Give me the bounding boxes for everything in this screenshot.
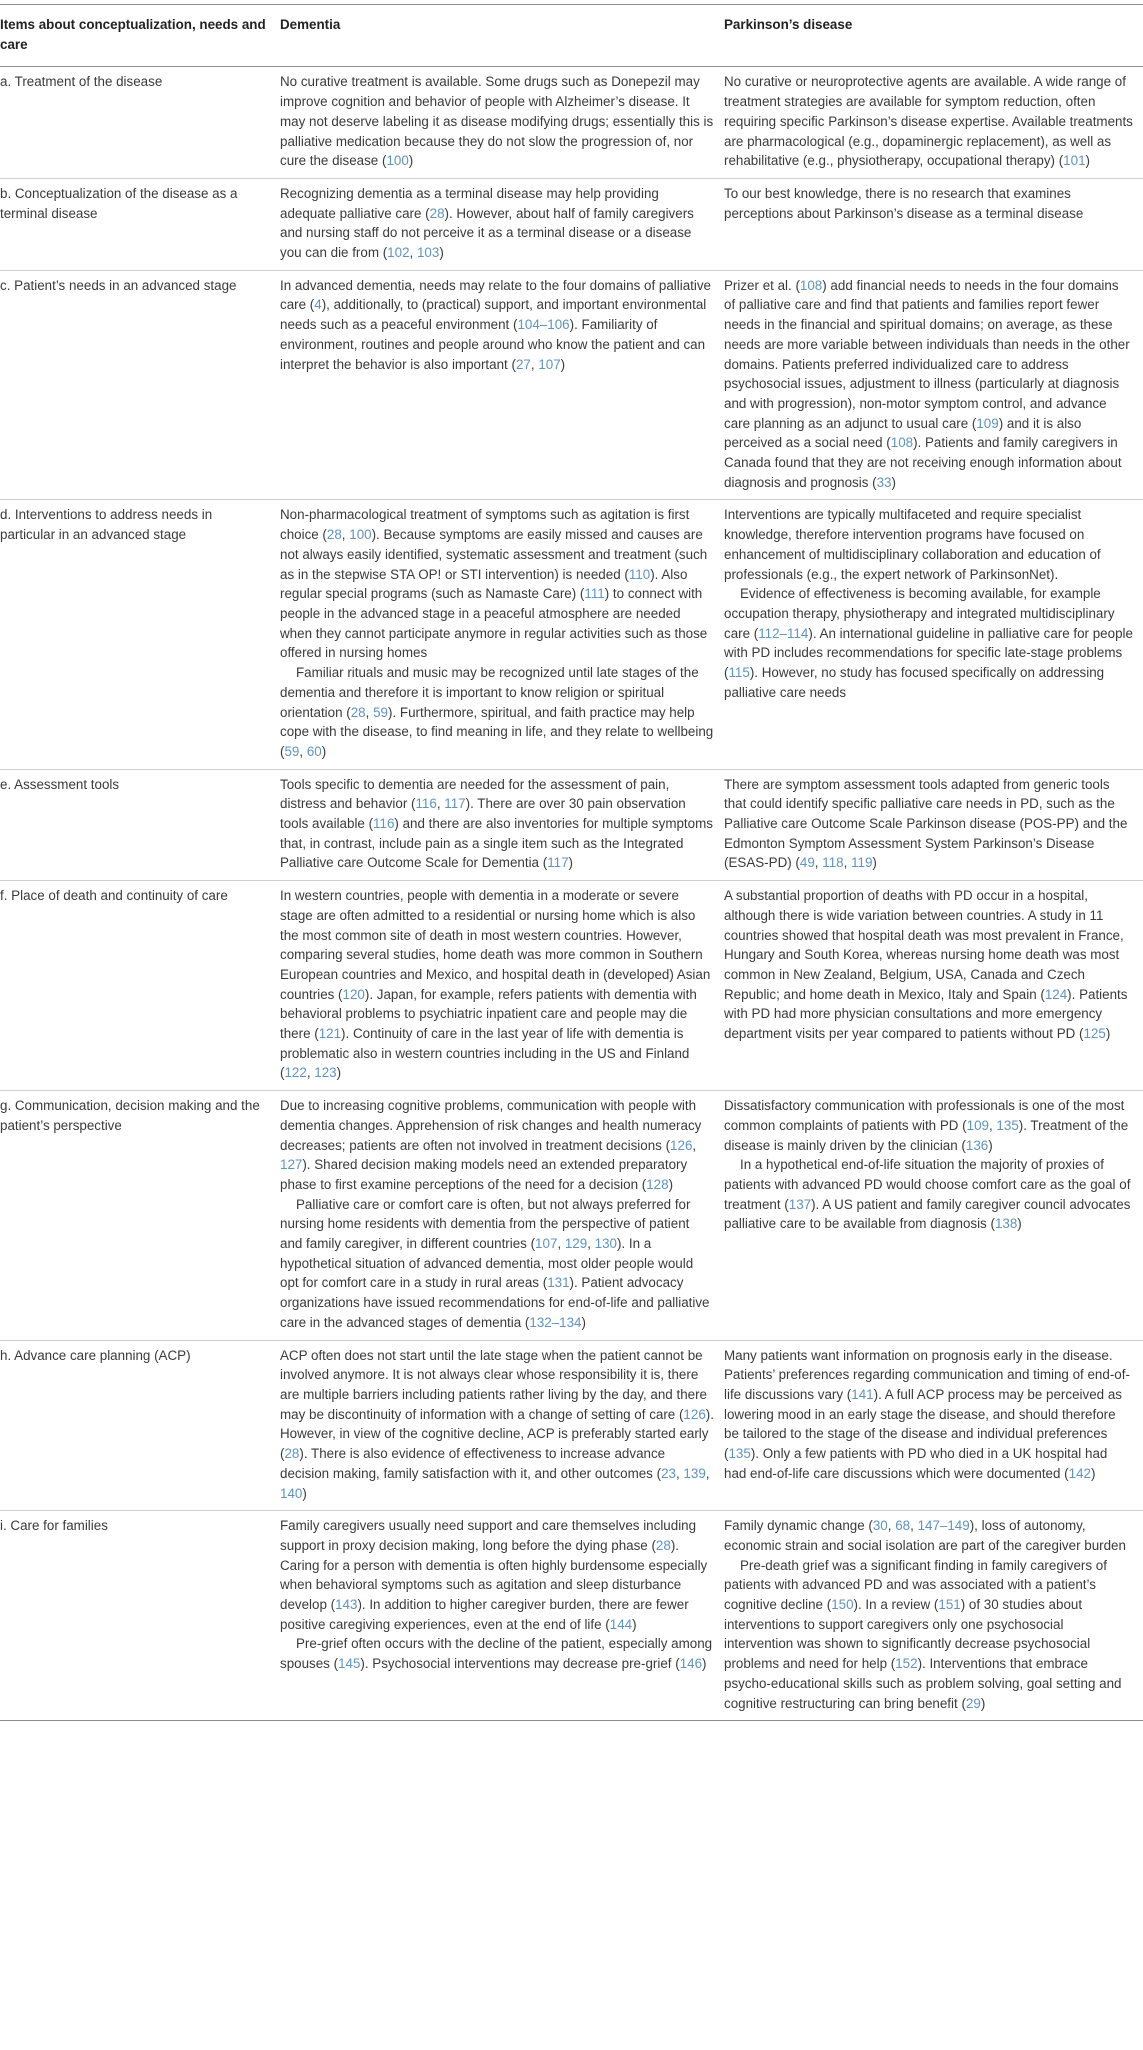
citation-link[interactable]: 4	[314, 297, 322, 313]
item-cell: d. Interventions to address needs in particular in an advanced stage	[0, 500, 280, 769]
cell-text: ). Continuity of care in the last year of life with dementia is problematic also in western countries including in the US and Finland (	[280, 1026, 690, 1081]
citation-link[interactable]: 132–134	[529, 1314, 582, 1330]
parkinsons-cell	[724, 178, 1143, 270]
citation-link[interactable]: 117	[444, 796, 466, 812]
citation-link[interactable]: 122	[284, 1065, 307, 1081]
citation-link[interactable]: 28	[326, 527, 342, 543]
dementia-cell	[280, 769, 724, 881]
cell-paragraph	[724, 584, 1133, 702]
cell-paragraph	[724, 775, 1133, 874]
citation-link[interactable]: 115	[728, 665, 750, 681]
citation-link[interactable]: 104–106	[517, 317, 570, 333]
comparison-table	[0, 4, 1143, 1721]
table-header	[0, 5, 1143, 67]
cell-text: )	[408, 153, 414, 169]
cell-text: Pre-grief often occurs with the decline of the patient, especially among spouses (	[280, 1636, 713, 1672]
citation-link[interactable]: 60	[306, 743, 322, 759]
cell-text: )	[668, 1176, 674, 1192]
cell-paragraph	[724, 1516, 1133, 1555]
citation-link[interactable]: 128	[646, 1176, 669, 1192]
cell-text: ), loss of autonomy, economic strain and social isolation are part of the caregiver burden	[724, 1518, 1126, 1553]
cell-text: ). However, no study has focused specifically on addressing palliative care needs	[724, 665, 1105, 700]
cell-text: To our best knowledge, there is no research that examines perceptions about Parkinson’s disease as a terminal disease	[724, 185, 1084, 221]
table-row	[0, 1511, 1143, 1721]
cell-text: Evidence of effectiveness is becoming available, for example occupation therapy, physiotherapy and integrated multidisciplinary care (	[724, 586, 1115, 641]
cell-text: ,	[814, 855, 823, 871]
citation-link[interactable]: 101	[1063, 153, 1086, 169]
item-cell: a. Treatment of the disease	[0, 67, 280, 179]
cell-paragraph	[724, 72, 1133, 171]
dementia-cell	[280, 67, 724, 179]
cell-text: Family dynamic change (	[724, 1518, 873, 1534]
header-dementia: Dementia	[280, 5, 724, 67]
cell-text: ,	[365, 704, 374, 720]
item-cell: e. Assessment tools	[0, 769, 280, 881]
cell-paragraph	[280, 1195, 714, 1333]
cell-text: In western countries, people with dementia in a moderate or severe stage are often admitted to a residential or nursing home which is also the most common site of death in most western countries. However, comparing several studies, home death was more common in Southern European countries and Mexico, and hospital death in (developed) Asian countries (	[280, 888, 711, 1002]
dementia-cell	[280, 178, 724, 270]
citation-link[interactable]: 68	[895, 1518, 911, 1534]
cell-paragraph	[280, 775, 714, 874]
cell-text: ,	[692, 1137, 697, 1153]
cell-text: ). However, in view of the cognitive decline, ACP is preferably started early (	[280, 1406, 714, 1462]
cell-text: ) and it is also perceived as a social need (	[724, 415, 1082, 451]
citation-link[interactable]: 145	[338, 1656, 361, 1672]
cell-text: No curative treatment is available. Some drugs such as Donepezil may improve cognition and behavior of people with Alzheimer’s disease. It may not deserve labeling it as disease modifying drugs; essentially this is palliative medication because they do not slow the progression of, nor cure the disease (	[280, 74, 714, 169]
cell-paragraph	[280, 663, 714, 762]
citation-link[interactable]: 121	[318, 1026, 342, 1042]
item-cell: c. Patient’s needs in an advanced stage	[0, 270, 280, 500]
citation-link[interactable]: 111	[584, 586, 605, 602]
parkinsons-cell	[724, 500, 1143, 769]
cell-text: ) and there are also inventories for multiple symptoms that, in contrast, include pain as a single item such as the Integrated Palliative care Outcome Scale for Dementia (	[280, 816, 713, 871]
citation-link[interactable]: 117	[547, 855, 569, 871]
citation-link[interactable]: 108	[799, 277, 823, 293]
item-cell: b. Conceptualization of the disease as a terminal disease	[0, 178, 280, 270]
cell-text: ,	[587, 1236, 595, 1252]
parkinsons-cell	[724, 769, 1143, 881]
citation-link[interactable]: 107	[538, 356, 561, 372]
cell-text: ) add financial needs to needs in the four domains of palliative care and find that patients and families report fewer needs in the financial and spiritual domains; on average, as these needs are more variable between individuals than needs in the other domains. Patients preferred individualized care to address psychosocial issues, adjustment to illness (particularly at diagnosis and with progression), non-motor symptom control, and advance care planning as an adjunct to usual care (	[724, 277, 1130, 431]
citation-link[interactable]: 120	[342, 986, 365, 1002]
cell-text: ). In addition to higher caregiver burden, there are fewer positive caregiving experiences, even at the end of life (	[280, 1597, 689, 1632]
cell-text: )	[702, 1656, 707, 1672]
citation-link[interactable]: 143	[335, 1597, 358, 1613]
cell-text: Prizer et al. (	[724, 277, 800, 293]
cell-paragraph	[280, 1346, 714, 1504]
cell-text: ,	[409, 245, 417, 261]
item-cell: h. Advance care planning (ACP)	[0, 1340, 280, 1511]
cell-text: Recognizing dementia as a terminal disease may help providing adequate palliative care (	[280, 185, 659, 221]
cell-text: Interventions are typically multifaceted and require specialist knowledge, therefore intervention programs have focused on enhancement of multidisciplinary collaboration and education of professionals (e.g., the expert network of ParkinsonNet).	[724, 507, 1101, 582]
citation-link[interactable]: 28	[429, 205, 445, 221]
cell-text: ,	[341, 527, 350, 543]
cell-text: Palliative care or comfort care is often, but not always preferred for nursing home residents with dementia from the perspective of patient and family caregiver, in different countries (	[280, 1196, 691, 1252]
cell-text: ,	[843, 855, 852, 871]
cell-text: ,	[530, 356, 539, 372]
item-cell: i. Care for families	[0, 1511, 280, 1721]
citation-link[interactable]: 100	[386, 153, 409, 169]
header-parkinsons: Parkinson’s disease	[724, 5, 1143, 67]
cell-text: )	[439, 245, 444, 261]
cell-text: ). However, about half of family caregivers and nursing staff do not perceive it as a terminal disease or a disease you can die from (	[280, 205, 694, 261]
cell-text: ). An international guideline in palliative care for people with PD includes recommendations for specific late-stage problems (	[724, 625, 1133, 681]
citation-link[interactable]: 152	[895, 1656, 918, 1672]
citation-link[interactable]: 116	[415, 796, 437, 812]
cell-paragraph	[280, 72, 714, 171]
cell-paragraph	[724, 1155, 1133, 1234]
cell-paragraph	[280, 886, 714, 1083]
citation-link[interactable]: 126	[670, 1137, 693, 1153]
cell-text: ,	[988, 1117, 997, 1133]
cell-text: ) to connect with people in the advanced stage in a peaceful atmosphere are needed when they cannot participate anymore in regular activities such as those offered in nursing homes	[280, 586, 708, 661]
citation-link[interactable]: 137	[788, 1196, 812, 1212]
dementia-cell	[280, 500, 724, 769]
cell-text: ,	[705, 1465, 710, 1481]
cell-text: There are symptom assessment tools adapted from generic tools that could identify specific palliative care needs in PD, such as the Palliative care Outcome Scale Parkinson disease (POS-PP) and the Edmonton Symptom Assessment System Parkinson’s Disease (ESAS-PD) (	[724, 776, 1128, 871]
cell-text: ). Because symptoms are easily missed and causes are not always easily identified, systematic assessment and treatment (such as in the stepwise STA OP! or STI intervention) is needed (	[280, 527, 708, 582]
citation-link[interactable]: 118	[822, 855, 844, 871]
citation-link[interactable]: 142	[1068, 1465, 1091, 1481]
parkinsons-cell	[724, 881, 1143, 1091]
cell-text: )	[560, 356, 566, 372]
cell-text: ). Japan, for example, refers patients with dementia with behavioral problems to psychiatric inpatient care and people may die there (	[280, 986, 697, 1042]
table-row	[0, 500, 1143, 769]
citation-link[interactable]: 28	[655, 1537, 671, 1553]
cell-text: In advanced dementia, needs may relate to the four domains of palliative care (	[280, 277, 711, 313]
cell-text: ). Treatment of the disease is mainly driven by the clinician (	[724, 1117, 1129, 1153]
citation-link[interactable]: 28	[350, 704, 366, 720]
cell-text: Dissatisfactory communication with professionals is one of the most common complaints of patients with PD (	[724, 1098, 1125, 1133]
citation-link[interactable]: 59	[373, 704, 388, 720]
cell-text: )	[321, 743, 327, 759]
cell-text: A substantial proportion of deaths with PD occur in a hospital, although there is wide variation between countries. A study in 11 countries showed that hospital death was most prevalent in France, Hungary and South Korea, whereas nursing home death was most common in New Zealand, Belgium, USA, Canada and Czech Republic; and home death in Mexico, Italy and Spain (	[724, 888, 1124, 1002]
citation-link[interactable]: 59	[284, 743, 300, 759]
cell-text: ). Familiarity of environment, routines and people around who know the patient and can interpret the behavior is also important (	[280, 317, 706, 372]
cell-text: ). A US patient and family caregiver council advocates palliative care to be available from diagnosis (	[724, 1196, 1131, 1232]
citation-link[interactable]: 108	[890, 435, 914, 451]
cell-text: ). In a hypothetical situation of advanced dementia, most older people would opt for comfort care in a study in rural areas (	[280, 1236, 694, 1291]
citation-link[interactable]: 123	[314, 1065, 337, 1081]
citation-link[interactable]: 33	[876, 474, 892, 490]
parkinsons-cell	[724, 270, 1143, 500]
cell-text: )	[1090, 1465, 1096, 1481]
citation-link[interactable]: 146	[679, 1656, 703, 1672]
cell-paragraph	[280, 184, 714, 263]
cell-text: ). Interventions that embrace psycho-educational skills such as problem solving, goal setting and cognitive restructuring can bring benefit (	[724, 1656, 1122, 1711]
cell-text: Pre-death grief was a significant finding in family caregivers of patients with advanced PD and was associated with a patient’s cognitive decline (	[724, 1557, 1107, 1613]
cell-text: ,	[306, 1065, 315, 1081]
cell-text: Familiar rituals and music may be recognized until late stages of the dementia and therefore it is important to know religion or spiritual orientation (	[280, 665, 699, 720]
cell-text: ,	[910, 1518, 918, 1534]
citation-link[interactable]: 136	[965, 1137, 989, 1153]
table-row	[0, 178, 1143, 270]
citation-link[interactable]: 103	[416, 245, 440, 261]
citation-link[interactable]: 139	[683, 1465, 706, 1481]
cell-paragraph	[280, 276, 714, 375]
cell-text: ) of 30 studies about interventions to support caregivers only one psychosocial intervention was shown to significantly decrease psychosocial problems and need for help (	[724, 1597, 1091, 1672]
parkinsons-cell	[724, 67, 1143, 179]
cell-text: )	[1105, 1026, 1111, 1042]
cell-text: )	[891, 474, 896, 490]
header-row	[0, 5, 1143, 67]
cell-text: ,	[299, 743, 307, 759]
cell-text: ). In a review (	[853, 1597, 939, 1613]
dementia-cell	[280, 1091, 724, 1340]
cell-paragraph	[724, 276, 1133, 493]
cell-text: Family caregivers usually need support and care themselves including support in proxy decision making, long before the dying phase (	[280, 1518, 697, 1553]
citation-link[interactable]: 127	[280, 1157, 303, 1173]
item-cell: f. Place of death and continuity of care	[0, 881, 280, 1091]
citation-link[interactable]: 129	[564, 1236, 588, 1252]
table-body	[0, 67, 1143, 1721]
cell-text: )	[1085, 153, 1090, 169]
citation-link[interactable]: 29	[965, 1695, 981, 1711]
cell-paragraph	[280, 505, 714, 663]
cell-text: ). A full ACP process may be perceived as lowering mood in an early stage the disease, and should therefore be tailored to the stage of the disease and individual preferences (	[724, 1387, 1122, 1462]
parkinsons-cell	[724, 1091, 1143, 1340]
parkinsons-cell	[724, 1340, 1143, 1511]
cell-text: Non-pharmacological treatment of symptoms such as agitation is first choice (	[280, 507, 690, 543]
cell-text: ). Psychosocial interventions may decrease pre-grief (	[360, 1656, 680, 1672]
cell-text: ), additionally, to (practical) support, and important environmental needs such as a peaceful environment (	[280, 297, 707, 333]
cell-text: ,	[557, 1236, 565, 1252]
dementia-cell	[280, 1340, 724, 1511]
citation-link[interactable]: 102	[387, 245, 410, 261]
citation-link[interactable]: 125	[1083, 1026, 1106, 1042]
citation-link[interactable]: 30	[872, 1518, 888, 1534]
citation-link[interactable]: 147–149	[917, 1518, 970, 1534]
cell-text: )	[980, 1695, 986, 1711]
citation-link[interactable]: 138	[994, 1216, 1018, 1232]
table-row	[0, 769, 1143, 881]
cell-paragraph	[724, 1556, 1133, 1714]
cell-paragraph	[280, 1096, 714, 1195]
cell-text: ). There are over 30 pain observation tools available (	[280, 796, 686, 832]
cell-text: No curative or neuroprotective agents are available. A wide range of treatment strategies are available for symptom reduction, often requiring specific Parkinson’s disease expertise. Available treatments are pharmacological (e.g., dopaminergic replacement), as well as rehabilitative (e.g., physiotherapy, occupational therapy) (	[724, 74, 1133, 169]
citation-link[interactable]: 112–114	[758, 625, 809, 641]
cell-text: ). There is also evidence of effectiveness to increase advance decision making, family satisfaction with it, and other outcomes (	[280, 1446, 666, 1481]
cell-text: )	[568, 855, 574, 871]
table-row	[0, 1091, 1143, 1340]
cell-text: ACP often does not start until the late stage when the patient cannot be involved anymore. It is not always clear whose responsibility it is, there are multiple barriers including patients rather living by the day, and there may be discontinuity of information with a change of setting of care (	[280, 1347, 707, 1422]
cell-text: ). Only a few patients with PD who died in a UK hospital had had end-of-life care discussions which were documented (	[724, 1446, 1108, 1481]
cell-text: )	[336, 1065, 342, 1081]
citation-link[interactable]: 126	[683, 1406, 706, 1422]
cell-text: ). Furthermore, spiritual, and faith practice may help cope with the disease, to find meaning in life, and they relate to wellbeing (	[280, 704, 714, 759]
cell-text: ). Caring for a person with dementia is often highly burdensome especially when behavioral symptoms such as agitation and sleep disturbance develop (	[280, 1537, 708, 1613]
cell-text: ). Patients and family caregivers in Canada found that they are not receiving enough information about diagnosis and prognosis (	[724, 435, 1122, 490]
citation-link[interactable]: 107	[535, 1236, 558, 1252]
citation-link[interactable]: 23	[661, 1465, 676, 1481]
cell-paragraph	[724, 505, 1133, 584]
cell-text: Many patients want information on prognosis early in the disease. Patients’ preferences regarding communication and timing of end-of-life discussions vary (	[724, 1347, 1130, 1402]
cell-paragraph	[724, 184, 1133, 223]
citation-link[interactable]: 124	[1044, 986, 1068, 1002]
cell-text: )	[632, 1616, 637, 1632]
header-items: Items about conceptualization, needs and care	[0, 5, 280, 67]
table-row	[0, 881, 1143, 1091]
cell-text: )	[1017, 1216, 1022, 1232]
table-row	[0, 270, 1143, 500]
citation-link[interactable]: 110	[628, 566, 651, 582]
cell-text: ,	[436, 796, 445, 812]
cell-text: ). Also regular special programs (such as Namaste Care) (	[280, 566, 688, 602]
dementia-cell	[280, 881, 724, 1091]
citation-link[interactable]: 28	[284, 1446, 300, 1462]
cell-paragraph	[724, 886, 1133, 1044]
citation-link[interactable]: 135	[728, 1446, 751, 1462]
cell-text: )	[302, 1485, 307, 1501]
cell-text: ). Shared decision making models need an extended preparatory phase to first examine perceptions of the need for a decision (	[280, 1157, 688, 1192]
dementia-cell	[280, 270, 724, 500]
citation-link[interactable]: 109	[966, 1117, 989, 1133]
citation-link[interactable]: 49	[799, 855, 815, 871]
citation-link[interactable]: 100	[349, 527, 372, 543]
citation-link[interactable]: 116	[373, 816, 395, 832]
cell-text: )	[872, 855, 877, 871]
cell-paragraph	[280, 1634, 714, 1673]
cell-text: ,	[675, 1465, 684, 1481]
cell-text: ,	[887, 1518, 896, 1534]
citation-link[interactable]: 141	[851, 1387, 874, 1402]
table-row	[0, 1340, 1143, 1511]
parkinsons-cell	[724, 1511, 1143, 1721]
cell-text: In a hypothetical end-of-life situation the majority of proxies of patients with advanced PD would choose comfort care as the goal of treatment (	[724, 1157, 1131, 1212]
citation-link[interactable]: 151	[938, 1597, 961, 1613]
cell-text: )	[581, 1314, 586, 1330]
cell-text: Due to increasing cognitive problems, communication with people with dementia changes. Apprehension of risk changes and health numeracy decreases; patients are often not involved in treatment decisions (	[280, 1098, 702, 1153]
cell-paragraph	[724, 1096, 1133, 1155]
cell-text: )	[988, 1137, 993, 1153]
cell-text: Tools specific to dementia are needed for the assessment of pain, distress and behavior (	[280, 776, 670, 812]
cell-paragraph	[724, 1346, 1133, 1484]
citation-link[interactable]: 119	[851, 855, 873, 871]
citation-link[interactable]: 27	[515, 356, 531, 372]
citation-link[interactable]: 131	[547, 1275, 570, 1291]
dementia-cell	[280, 1511, 724, 1721]
citation-link[interactable]: 150	[831, 1597, 854, 1613]
table-row	[0, 67, 1143, 179]
cell-text: ). Patients with PD had more physician consultations and more emergency department visits per year compared to patients without PD (	[724, 986, 1128, 1042]
citation-link[interactable]: 144	[609, 1616, 633, 1632]
cell-paragraph	[280, 1516, 714, 1634]
cell-text: ). Patient advocacy organizations have issued recommendations for end-of-life and palliative care in the advanced stages of dementia (	[280, 1275, 710, 1330]
citation-link[interactable]: 130	[594, 1236, 617, 1252]
citation-link[interactable]: 135	[996, 1117, 1019, 1133]
citation-link[interactable]: 140	[280, 1485, 303, 1501]
citation-link[interactable]: 109	[976, 415, 999, 431]
item-cell: g. Communication, decision making and the patient’s perspective	[0, 1091, 280, 1340]
